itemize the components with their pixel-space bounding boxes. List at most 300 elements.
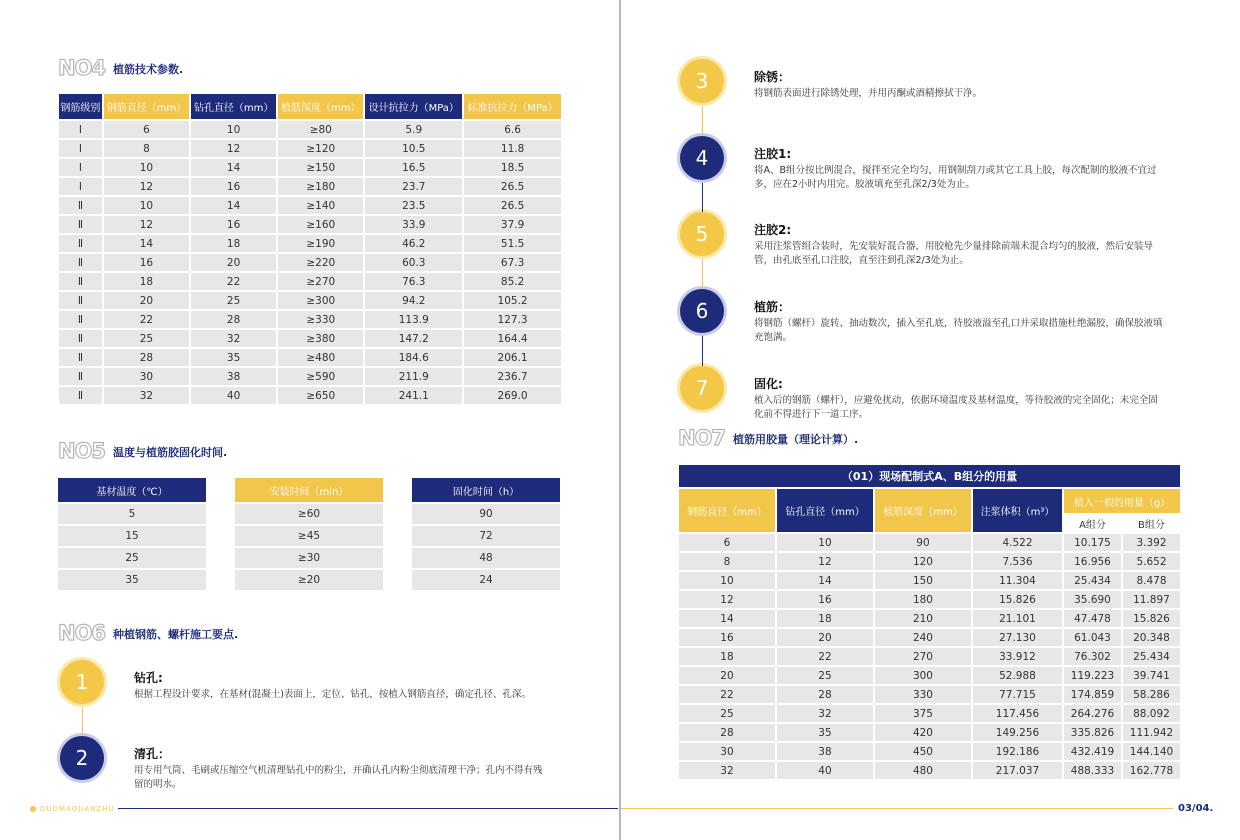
table-cell: 25: [679, 705, 775, 722]
table-cell: 51.5: [464, 235, 561, 252]
table-cell: 432.419: [1064, 743, 1121, 760]
table-cell: Ⅱ: [59, 197, 102, 214]
step-connector-line: [702, 259, 703, 289]
table-cell: ≥120: [278, 140, 363, 157]
table-cell: 67.3: [464, 254, 561, 271]
table-cell: 5.652: [1123, 553, 1180, 570]
table-row: [58, 570, 206, 590]
table-cell: 6: [104, 121, 189, 138]
table-cell: 28: [777, 686, 873, 703]
table-cell: 47.478: [1064, 610, 1121, 627]
table-cell: 90: [875, 534, 971, 551]
table-cell: 5.9: [365, 121, 462, 138]
table-row: [235, 504, 383, 524]
table-cell: 25: [58, 548, 206, 568]
step-connector-line: [702, 336, 703, 366]
table-cell: 119.223: [1064, 667, 1121, 684]
column-header: 安装时间（min）: [235, 478, 383, 502]
table-cell: 6: [679, 534, 775, 551]
table-cell: 8: [104, 140, 189, 157]
table-cell: 48: [412, 548, 560, 568]
column-header: 钢筋直径（mm）: [104, 94, 189, 119]
table-cell: 77.715: [973, 686, 1062, 703]
table-cell: 12: [679, 591, 775, 608]
table-cell: 11.8: [464, 140, 561, 157]
table-cell: ≥480: [278, 349, 363, 366]
step-description: 将A、B组分按比例混合，搅拌至完全均匀，用钢制刮刀或其它工具上胶，每次配制的胶液不宜过多，应在2小时内用完。胶液填充至孔深2/3处为止。: [754, 165, 1157, 190]
table-row: [235, 526, 383, 546]
table-cell: 180: [875, 591, 971, 608]
section-number: NO6: [58, 621, 106, 645]
step-number-badge: 7: [680, 366, 724, 410]
table-cell: 480: [875, 762, 971, 779]
section-title: 植筋用胶量（理论计算）.: [733, 432, 859, 446]
table-cell: 10: [104, 159, 189, 176]
table-cell: 174.859: [1064, 686, 1121, 703]
column-header: 植筋深度（mm）: [875, 489, 971, 532]
table-row: [59, 292, 561, 309]
table-cell: 117.456: [973, 705, 1062, 722]
column-header: 设计抗拉力（MPa）: [365, 94, 462, 119]
step-title: 注胶1:: [754, 147, 792, 161]
table-cell: 488.333: [1064, 762, 1121, 779]
table-cell: 32: [679, 762, 775, 779]
table-cell: 120: [875, 553, 971, 570]
table-cell: 23.7: [365, 178, 462, 195]
table-cell: 10: [191, 121, 276, 138]
table-cell: 7.536: [973, 553, 1062, 570]
table-cell: 52.988: [973, 667, 1062, 684]
table-cell: ≥220: [278, 254, 363, 271]
table-row: [412, 570, 560, 590]
table-cell: ≥140: [278, 197, 363, 214]
table-cell: 300: [875, 667, 971, 684]
table-cell: 14: [777, 572, 873, 589]
table-cell: 94.2: [365, 292, 462, 309]
table-cell: 14: [679, 610, 775, 627]
table-cell: 26.5: [464, 197, 561, 214]
table-row: [679, 743, 1180, 760]
table-row: [235, 570, 383, 590]
step-description: 采用注浆管组合装时，先安装好混合器，用胶枪先少量排除前端未混合均匀的胶液，然后安装导管，由孔底至孔口注胶，直至注到孔深2/3处为止。: [754, 241, 1154, 266]
table-cell: 16: [191, 216, 276, 233]
table-cell: 28: [679, 724, 775, 741]
curing-column-table: [235, 476, 383, 592]
table-cell: 5: [58, 504, 206, 524]
table-row: [59, 368, 561, 385]
table-cell: 32: [104, 387, 189, 404]
table-row: [59, 311, 561, 328]
table-row: [59, 140, 561, 157]
table-cell: 162.778: [1123, 762, 1180, 779]
table-row: [59, 121, 561, 138]
table-cell: 240: [875, 629, 971, 646]
table-cell: ≥160: [278, 216, 363, 233]
table-cell: 18: [777, 610, 873, 627]
table-cell: 14: [191, 197, 276, 214]
step-text: [134, 669, 544, 704]
section-title: 植筋技术参数.: [113, 62, 184, 76]
table-cell: 35: [191, 349, 276, 366]
section-title: 温度与植筋胶固化时间.: [113, 445, 228, 459]
table-cell: 450: [875, 743, 971, 760]
table-cell: 61.043: [1064, 629, 1121, 646]
table-cell: 46.2: [365, 235, 462, 252]
step-text: [754, 298, 1164, 345]
section-number: NO4: [58, 56, 106, 80]
table-cell: 39.741: [1123, 667, 1180, 684]
table-cell: 38: [777, 743, 873, 760]
table-cell: Ⅰ: [59, 159, 102, 176]
footer-brand: [30, 805, 115, 813]
table-cell: 150: [875, 572, 971, 589]
table-row: [59, 330, 561, 347]
step-description: 植入后的钢筋（螺杆），应避免扰动，依据环境温度及基材温度，等待胶液的完全固化；未完全固化前不得进行下一道工序。: [754, 395, 1158, 420]
table-cell: 12: [191, 140, 276, 157]
table-row: [679, 629, 1180, 646]
table-cell: 28: [104, 349, 189, 366]
table-cell: 264.276: [1064, 705, 1121, 722]
table-cell: 20: [777, 629, 873, 646]
table-cell: 14: [191, 159, 276, 176]
table-row: [679, 762, 1180, 779]
table-cell: ≥150: [278, 159, 363, 176]
step-item: [680, 366, 1164, 422]
table-row: [59, 216, 561, 233]
step-description: 将钢筋（螺杆）旋转、抽动数次，插入至孔底，待胶液溢至孔口并采取措施杜绝漏胶，确保胶液填充饱满。: [754, 318, 1163, 343]
column-header: 钻孔直径（mm）: [191, 94, 276, 119]
table-cell: 16: [679, 629, 775, 646]
table-cell: ≥180: [278, 178, 363, 195]
table-cell: 20: [104, 292, 189, 309]
step-title: 固化:: [754, 377, 783, 391]
table-cell: Ⅰ: [59, 140, 102, 157]
table-cell: 24: [412, 570, 560, 590]
table-cell: 164.4: [464, 330, 561, 347]
table-cell: ≥270: [278, 273, 363, 290]
table-cell: 335.826: [1064, 724, 1121, 741]
table-cell: 192.186: [973, 743, 1062, 760]
table-row: [679, 667, 1180, 684]
step-connector-line: [82, 707, 83, 736]
table-cell: 25.434: [1123, 648, 1180, 665]
table-cell: 206.1: [464, 349, 561, 366]
table-cell: 111.942: [1123, 724, 1180, 741]
step-number-badge: 2: [60, 736, 104, 780]
table-row: [59, 349, 561, 366]
table-cell: 22: [191, 273, 276, 290]
step-text: [754, 221, 1164, 268]
table-cell: 22: [679, 686, 775, 703]
step-title: 钻孔:: [134, 671, 163, 685]
table-cell: 40: [777, 762, 873, 779]
table-row: [412, 504, 560, 524]
section-number: NO5: [58, 439, 106, 463]
step-description: 根据工程设计要求，在基材(混凝土)表面上，定位、钻孔，按植入钢筋直径，确定孔径、孔深。: [134, 689, 531, 700]
brand-name: DUOMAOJIANZHU: [40, 805, 115, 813]
table-cell: ≥590: [278, 368, 363, 385]
table-cell: 144.140: [1123, 743, 1180, 760]
table-cell: 22: [777, 648, 873, 665]
section-no6-header: [58, 623, 238, 644]
table-cell: Ⅱ: [59, 349, 102, 366]
table-cell: 16.956: [1064, 553, 1121, 570]
table-cell: ≥330: [278, 311, 363, 328]
column-subheader: B组分: [1123, 515, 1180, 532]
column-header: 注浆体积（m³）: [973, 489, 1062, 532]
table-cell: 20: [679, 667, 775, 684]
table-cell: ≥45: [235, 526, 383, 546]
table-cell: Ⅰ: [59, 121, 102, 138]
curing-column-table: [58, 476, 206, 592]
step-item: [60, 736, 544, 792]
table-row: [59, 273, 561, 290]
footer-rule-right: [621, 808, 1173, 809]
column-header: 钢筋直径（mm）: [679, 489, 775, 532]
column-header: 标准抗拉力（MPa）: [464, 94, 561, 119]
table-row: [58, 548, 206, 568]
table-cell: 18.5: [464, 159, 561, 176]
table-row: [412, 548, 560, 568]
table-cell: Ⅱ: [59, 387, 102, 404]
table-cell: Ⅱ: [59, 311, 102, 328]
table-cell: 33.912: [973, 648, 1062, 665]
column-header: 基材温度（℃）: [58, 478, 206, 502]
table-cell: 26.5: [464, 178, 561, 195]
column-header: 钻孔直径（mm）: [777, 489, 873, 532]
table-cell: 149.256: [973, 724, 1062, 741]
section-no4-header: [58, 58, 183, 79]
table-cell: 11.897: [1123, 591, 1180, 608]
table-row: [59, 197, 561, 214]
table-cell: 6.6: [464, 121, 561, 138]
table-cell: 241.1: [365, 387, 462, 404]
step-description: 将钢筋表面进行除锈处理，并用丙酮或酒精擦拭干净。: [754, 88, 983, 99]
step-item: [680, 289, 1164, 345]
table-cell: 20.348: [1123, 629, 1180, 646]
table-cell: 90: [412, 504, 560, 524]
table-cell: 28: [191, 311, 276, 328]
table-cell: 60.3: [365, 254, 462, 271]
column-header: 固化时间（h）: [412, 478, 560, 502]
table-row: [679, 686, 1180, 703]
table-row: [59, 235, 561, 252]
table-cell: ≥80: [278, 121, 363, 138]
table-cell: 76.3: [365, 273, 462, 290]
table-cell: 375: [875, 705, 971, 722]
section-title: 种植钢筋、螺杆施工要点.: [113, 627, 239, 641]
table-cell: ≥300: [278, 292, 363, 309]
table-cell: 35: [58, 570, 206, 590]
step-text: [754, 68, 1164, 103]
table-cell: 18: [191, 235, 276, 252]
table-cell: 88.092: [1123, 705, 1180, 722]
section-no7-header: [678, 428, 858, 449]
table-row: [679, 610, 1180, 627]
table-cell: 25: [191, 292, 276, 309]
table-cell: 58.286: [1123, 686, 1180, 703]
table-cell: 127.3: [464, 311, 561, 328]
table-cell: 38: [191, 368, 276, 385]
step-number-badge: 4: [680, 136, 724, 180]
table-cell: 85.2: [464, 273, 561, 290]
table-cell: 32: [191, 330, 276, 347]
step-description: 用专用气筒、毛刷或压缩空气机清理钻孔中的粉尘，并确认孔内粉尘彻底清理干净；孔内不得有残留的明水。: [134, 765, 543, 790]
table-cell: 21.101: [973, 610, 1062, 627]
table-cell: 113.9: [365, 311, 462, 328]
table-cell: 15.826: [1123, 610, 1180, 627]
step-item: [680, 212, 1164, 268]
table-cell: 217.037: [973, 762, 1062, 779]
table-cell: 72: [412, 526, 560, 546]
table-row: [679, 648, 1180, 665]
table-cell: 25: [777, 667, 873, 684]
table-cell: ≥380: [278, 330, 363, 347]
table-cell: 23.5: [365, 197, 462, 214]
table-row: [679, 572, 1180, 589]
table-cell: 30: [104, 368, 189, 385]
table-cell: 236.7: [464, 368, 561, 385]
table-cell: 40: [191, 387, 276, 404]
table-cell: 35: [777, 724, 873, 741]
table-cell: 18: [679, 648, 775, 665]
step-item: [680, 136, 1164, 192]
table-row: [679, 534, 1180, 551]
table-row: [679, 591, 1180, 608]
step-number-badge: 6: [680, 289, 724, 333]
table-row: [59, 178, 561, 195]
table-cell: 210: [875, 610, 971, 627]
step-title: 清孔：: [134, 747, 171, 761]
table-row: [58, 526, 206, 546]
table-row: [58, 504, 206, 524]
table-cell: 8: [679, 553, 775, 570]
table-cell: Ⅱ: [59, 273, 102, 290]
step-connector-line: [702, 106, 703, 136]
table-cell: 269.0: [464, 387, 561, 404]
table-cell: 8.478: [1123, 572, 1180, 589]
table-row: [59, 159, 561, 176]
table-cell: 11.304: [973, 572, 1062, 589]
table-row: [59, 387, 561, 404]
table-cell: 10: [777, 534, 873, 551]
column-header: 钢筋级别: [59, 94, 102, 119]
table-cell: 10: [104, 197, 189, 214]
table-cell: Ⅱ: [59, 235, 102, 252]
table-cell: 35.690: [1064, 591, 1121, 608]
table-cell: Ⅱ: [59, 292, 102, 309]
table-cell: 10: [679, 572, 775, 589]
table-cell: 33.9: [365, 216, 462, 233]
table-cell: 15: [58, 526, 206, 546]
step-item: [60, 660, 544, 704]
table-cell: 12: [104, 216, 189, 233]
step-item: [680, 59, 1164, 103]
table-row: [59, 254, 561, 271]
step-text: [754, 375, 1164, 422]
table-cell: 105.2: [464, 292, 561, 309]
table-cell: 15.826: [973, 591, 1062, 608]
table-cell: 184.6: [365, 349, 462, 366]
step-number-badge: 3: [680, 59, 724, 103]
table-cell: 10.5: [365, 140, 462, 157]
table-cell: Ⅰ: [59, 178, 102, 195]
table-cell: 32: [777, 705, 873, 722]
page-number: 03/04.: [1178, 803, 1214, 814]
table-cell: 16: [191, 178, 276, 195]
table-cell: 147.2: [365, 330, 462, 347]
table-cell: 4.522: [973, 534, 1062, 551]
table-row: [235, 548, 383, 568]
table-cell: 420: [875, 724, 971, 741]
table-cell: 211.9: [365, 368, 462, 385]
table-cell: 20: [191, 254, 276, 271]
table-cell: ≥30: [235, 548, 383, 568]
footer-rule-left: [118, 808, 618, 809]
table-cell: 22: [104, 311, 189, 328]
table-cell: ≥650: [278, 387, 363, 404]
table-cell: 25: [104, 330, 189, 347]
table-row: [679, 724, 1180, 741]
step-title: 注胶2:: [754, 223, 792, 237]
step-number-badge: 5: [680, 212, 724, 256]
table-cell: 12: [104, 178, 189, 195]
table-cell: Ⅱ: [59, 254, 102, 271]
table-row: [679, 553, 1180, 570]
rebar-technical-parameters-table: [57, 92, 563, 406]
table-cell: 14: [104, 235, 189, 252]
table-cell: Ⅱ: [59, 330, 102, 347]
table-cell: 30: [679, 743, 775, 760]
table-cell: 27.130: [973, 629, 1062, 646]
step-text: [754, 145, 1164, 192]
column-subheader: A组分: [1064, 515, 1121, 532]
table-cell: 10.175: [1064, 534, 1121, 551]
table-cell: 76.302: [1064, 648, 1121, 665]
column-header: 植筋深度（mm）: [278, 94, 363, 119]
step-number-badge: 1: [60, 660, 104, 704]
table-row: [679, 705, 1180, 722]
table-cell: 330: [875, 686, 971, 703]
table-cell: 270: [875, 648, 971, 665]
table-cell: 3.392: [1123, 534, 1180, 551]
table-cell: 37.9: [464, 216, 561, 233]
table-cell: 25.434: [1064, 572, 1121, 589]
table-row: [412, 526, 560, 546]
column-group-header: 植入一根的用量（g）: [1064, 489, 1180, 513]
table-cell: 12: [777, 553, 873, 570]
glue-usage-table: [677, 463, 1182, 781]
step-title: 除锈：: [754, 70, 791, 84]
page-divider: [619, 0, 621, 840]
brand-dot-icon: [30, 806, 36, 812]
table-cell: Ⅱ: [59, 216, 102, 233]
section-no5-header: [58, 441, 227, 462]
table-cell: 18: [104, 273, 189, 290]
table-cell: 16: [104, 254, 189, 271]
table-cell: Ⅱ: [59, 368, 102, 385]
table-cell: 16: [777, 591, 873, 608]
curing-column-table: [412, 476, 560, 592]
table-cell: ≥60: [235, 504, 383, 524]
step-text: [134, 745, 544, 792]
section-number: NO7: [678, 426, 726, 450]
table-cell: 16.5: [365, 159, 462, 176]
table-caption: （01）现场配制式A、B组分的用量: [679, 465, 1180, 487]
step-connector-line: [702, 183, 703, 212]
table-cell: ≥190: [278, 235, 363, 252]
table-cell: ≥20: [235, 570, 383, 590]
